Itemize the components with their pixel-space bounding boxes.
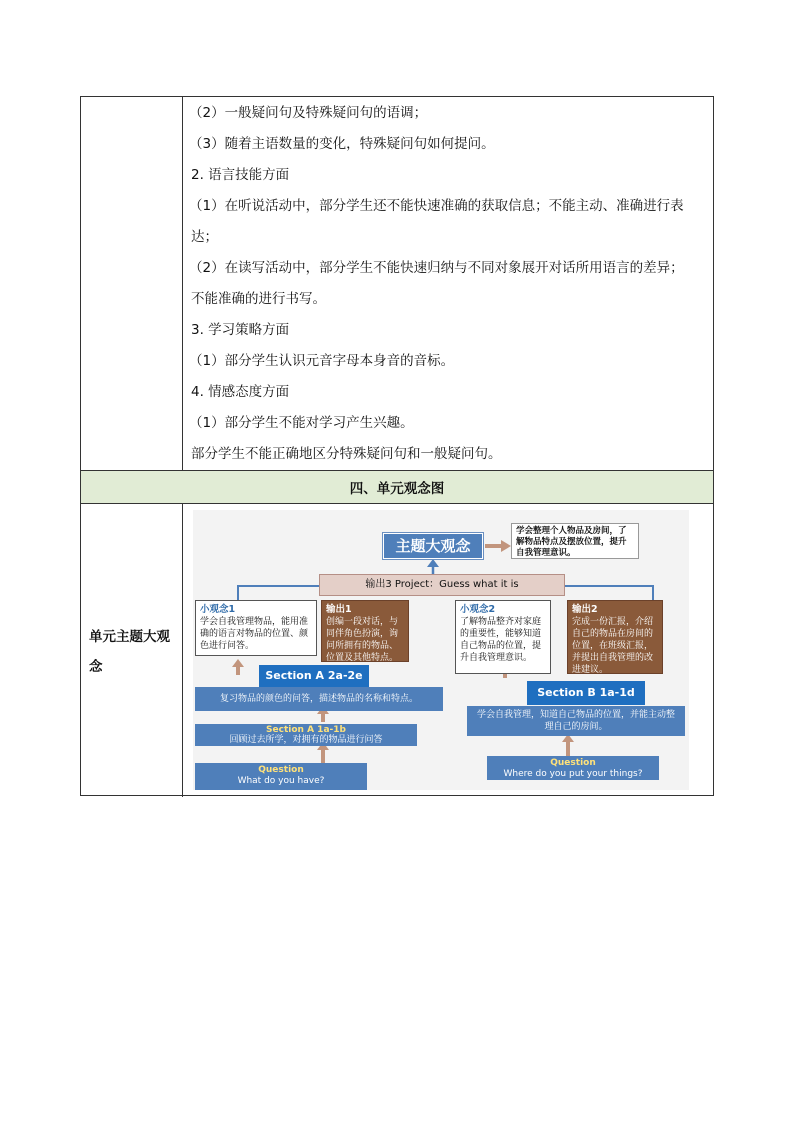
question-left-box bbox=[195, 763, 367, 790]
section-header-text: 四、单元观念图 bbox=[349, 481, 445, 497]
arrowhead bbox=[427, 559, 439, 567]
question-left-text: What do you have? bbox=[237, 776, 325, 786]
section-b-1a-1d-label: Section B 1a-1d bbox=[527, 681, 645, 705]
content-line: 不能准确的进行书写。 bbox=[191, 291, 326, 307]
section-header bbox=[81, 471, 713, 503]
output1-box bbox=[321, 600, 409, 662]
question-right-label: Question bbox=[550, 758, 596, 768]
concept2-title: 小观念2 bbox=[460, 604, 496, 615]
output2-title: 输出2 bbox=[572, 604, 598, 615]
output1-text: 创编一段对话，与同伴角色扮演，询问所拥有的物品、位置及其他特点。 bbox=[326, 617, 399, 663]
content-line: （1）在听说活动中，部分学生还不能快速准确的获取信息；不能主动、准确进行表 bbox=[189, 198, 684, 214]
output1-title: 输出1 bbox=[326, 604, 352, 615]
content-line: （1）部分学生认识元音字母本身音的音标。 bbox=[189, 353, 455, 369]
content-line: 4. 情感态度方面 bbox=[191, 384, 290, 400]
content-line: 3. 学习策略方面 bbox=[191, 322, 290, 338]
output2-text: 完成一份汇报，介绍自己的物品在房间的位置，在班级汇报，并提出自我管理的改进建议。 bbox=[572, 617, 654, 675]
content-line: （3）随着主语数量的变化，特殊疑问句如何提问。 bbox=[189, 136, 495, 152]
section-b-bar: 学会自我管理，知道自己物品的位置，并能主动整理自己的房间。 bbox=[467, 706, 685, 736]
row-label: 单元主题大观念 bbox=[89, 629, 170, 675]
output2-box bbox=[567, 600, 663, 674]
arrowhead bbox=[501, 540, 511, 552]
section-a-1a-1b-bar bbox=[195, 724, 417, 746]
column-divider-top bbox=[182, 97, 183, 471]
big-idea-note: 学会整理个人物品及房间，了解物品特点及摆放位置，提升自我管理意识。 bbox=[511, 523, 639, 559]
section-a-2a-2e-label: Section A 2a-2e bbox=[259, 665, 369, 687]
section-a-1a-1b-label: Section A 1a-1b bbox=[266, 725, 346, 735]
concept2-text: 了解物品整齐对家庭的重要性，能够知道自己物品的位置，提升自我管理意识。 bbox=[460, 617, 542, 663]
content-line: 2. 语言技能方面 bbox=[191, 167, 290, 183]
question-left-label: Question bbox=[258, 765, 304, 775]
arrowhead bbox=[232, 659, 244, 667]
content-line: （2）一般疑问句及特殊疑问句的语调； bbox=[189, 105, 428, 121]
column-divider-bottom bbox=[182, 503, 183, 797]
section-a-2a-2e-bar: 复习物品的颜色的问答，描述物品的名称和特点。 bbox=[195, 687, 443, 711]
question-right-text: Where do you put your things? bbox=[503, 769, 643, 779]
question-right-box bbox=[487, 756, 659, 780]
analysis-table bbox=[80, 96, 714, 796]
concept-map-diagram bbox=[193, 510, 689, 790]
content-line: （1）部分学生不能对学习产生兴趣。 bbox=[189, 415, 414, 431]
concept1-box bbox=[195, 600, 317, 656]
concept1-text: 学会自我管理物品，能用准确的语言对物品的位置、颜色进行问答。 bbox=[200, 617, 309, 651]
content-line: （2）在读写活动中，部分学生不能快速归纳与不同对象展开对话所用语言的差异； bbox=[189, 260, 684, 276]
concept2-box bbox=[455, 600, 551, 674]
section-a-1a-1b-text: 回顾过去所学，对拥有的物品进行问答 bbox=[229, 735, 383, 745]
output3-bar: 输出3 Project：Guess what it is bbox=[319, 574, 565, 596]
row-divider bbox=[81, 503, 713, 504]
concept1-title: 小观念1 bbox=[200, 604, 236, 615]
content-line: 达； bbox=[191, 229, 218, 245]
connector bbox=[565, 586, 653, 600]
content-line: 部分学生不能正确地区分特殊疑问句和一般疑问句。 bbox=[191, 446, 502, 462]
big-idea-title: 主题大观念 bbox=[383, 533, 483, 559]
